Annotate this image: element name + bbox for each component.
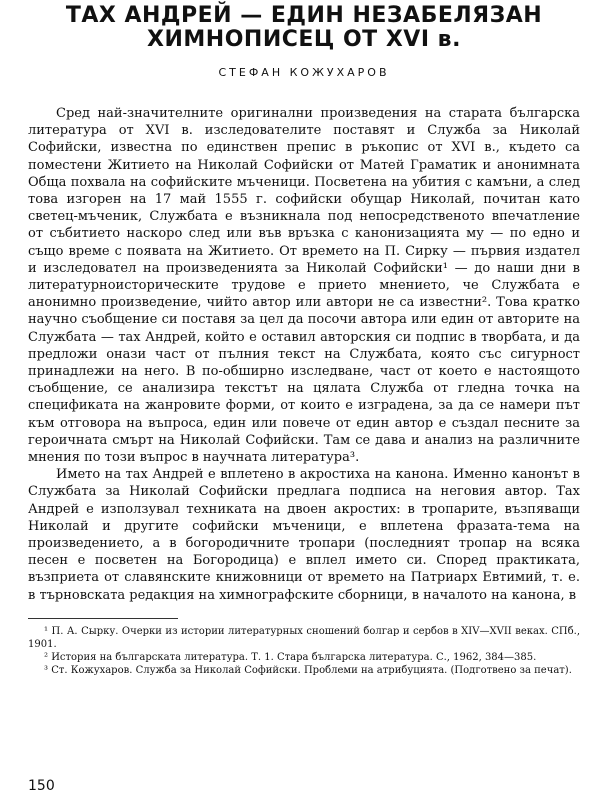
- paragraph-2: Името на тах Андрей е вплетено в акростиха на канона. Именно канонът в Службата за Николай Софийски предлага подписа на неговия автор. Тах Андрей е използувал техниката на двоен акростих: в тропарите, възпяващи Николай и другите софийски мъченици, е вплетена фразата-тема на произведението, а в богородичните тропари (последният тропар на всяка песен е посветен на Богородица) е вплел името си. Според практиката, възприета от славянските книжовници от времето на Патриарх Евтимий, т. е. в търновската редакция на химнографските сборници, в началото на канона, в: [28, 467, 580, 603]
- document-page: [28, 4, 580, 794]
- article-body: [28, 105, 580, 604]
- page-number: 150: [28, 778, 55, 794]
- footnote-1: ¹ П. А. Сырку. Очерки из истории литературных сношений болгар и сербов в XIV—XVII веках. СПб., 1901.: [28, 625, 580, 650]
- footnote-2: ² История на българската литература. Т. 1. Стара българска литература. С., 1962, 384—385.: [44, 651, 537, 663]
- article-title: [28, 4, 580, 52]
- article-title-line-2: ХИМНОПИСЕЦ ОТ XVI в.: [147, 27, 461, 52]
- footnote-3: ³ Ст. Кожухаров. Служба за Николай Софийски. Проблеми на атрибуцията. (Подготвено за печат).: [44, 664, 572, 676]
- article-author: СТЕФАН КОЖУХАРОВ: [218, 66, 390, 79]
- paragraph-1: Сред най-значителните оригинални произведения на старата българска литература от XVI в. изследователите поставят и Служба за Николай Софийски, известна по единствен препис в ръкопис от XVI в., където са поместени Житието на Николай Софийски от Матей Граматик и анонимната Обща похвала на софийските мъченици. Посветена на убития с камъни, а след това изгорен на 17 май 1555 г. софийски обущар Николай, почитан като светец-мъченик, Службата е възникнала под непосредственото впечатление от събитието наскоро след или във връзка с канонизацията му — по едно и също време с появата на Житието. От времето на П. Сирку — първия издател и изследовател на произведенията за Николай Софийски¹ — до наши дни в литературноисторическите трудове е прието мнението, че Службата е анонимно произведение, чийто автор или автори не са известни². Това кратко научно съобщение си поставя за цел да посочи автора или един от авторите на Службата — тах Андрей, който е оставил авторския си подпис в творбата, и да предложи онази част от пълния текст на Службата, която със сигурност принадлежи на него. В по-обширно изследване, част от което е настоящото съобщение, се анализира текстът на цялата Служба от гледна точка на спецификата на жанровите форми, от които е изградена, за да се намери път към отговора на въпроса, един или повече от един автор е създал песните за героичната смърт на Николай Софийски. Там се дава и анализ на различните мнения по този въпрос в научната литература³.: [28, 106, 580, 466]
- footnotes: [28, 625, 580, 677]
- footnotes-divider: [28, 618, 178, 619]
- article-title-line-1: ТАХ АНДРЕЙ — ЕДИН НЕЗАБЕЛЯЗАН: [65, 3, 543, 28]
